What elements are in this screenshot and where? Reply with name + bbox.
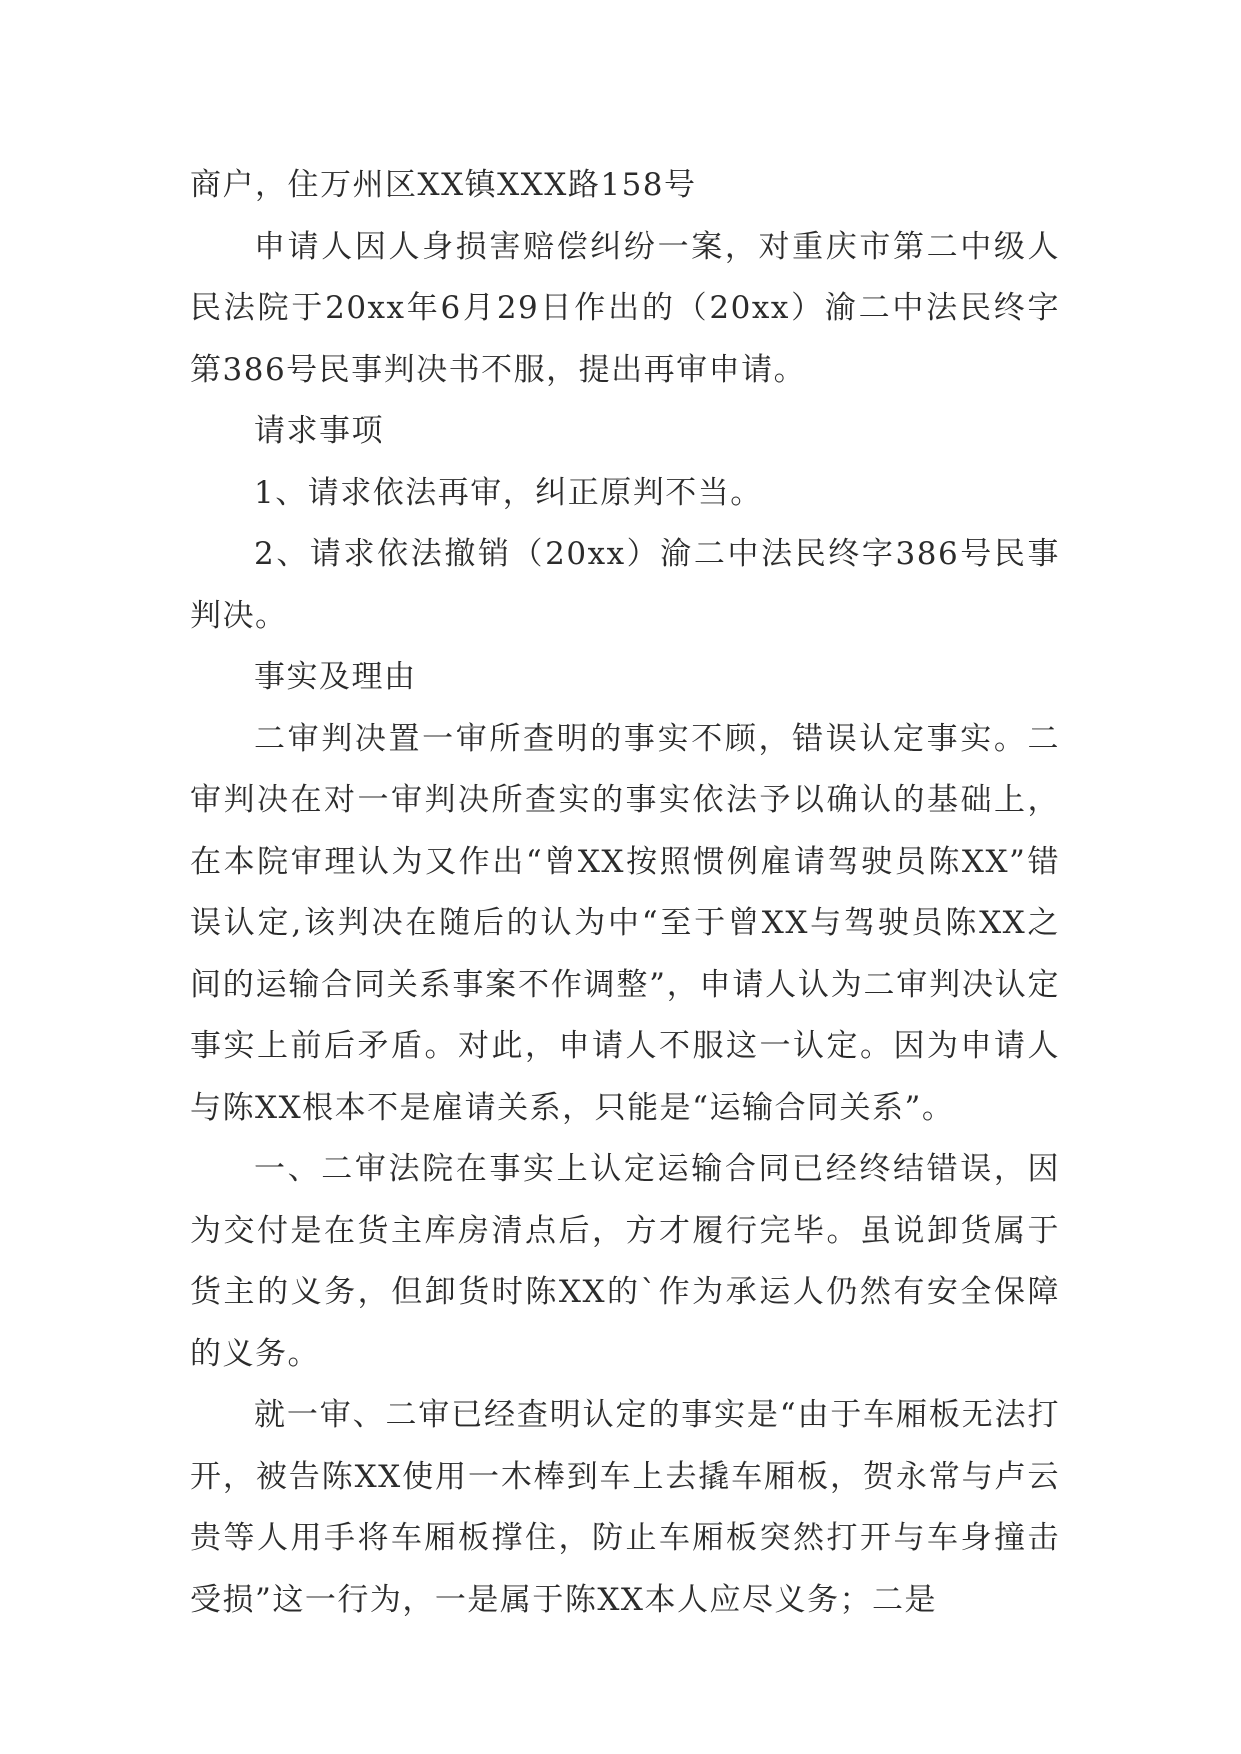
paragraph-application-intro: 申请人因人身损害赔偿纠纷一案，对重庆市第二中级人民法院于20xx年6月29日作出的（20xx）渝二中法民终字第386号民事判决书不服，提出再审申请。 xyxy=(190,228,1060,388)
heading-requests: 请求事项 xyxy=(254,413,384,449)
heading-facts-reasons: 事实及理由 xyxy=(254,659,417,695)
paragraph-facts-2: 一、二审法院在事实上认定运输合同已经终结错误，因为交付是在货主库房清点后，方才履行完毕。虽说卸货属于货主的义务，但卸货时陈XX的`作为承运人仍然有安全保障的义务。 xyxy=(190,1151,1060,1372)
paragraph-facts-3: 就一审、二审已经查明认定的事实是“由于车厢板无法打开，被告陈XX使用一木棒到车上去撬车厢板，贺永常与卢云贵等人用手将车厢板撑住，防止车厢板突然打开与车身撞击受损”这一行为，一是属于陈XX本人应尽义务；二是 xyxy=(190,1397,1060,1618)
paragraph-facts-1: 二审判决置一审所查明的事实不顾，错误认定事实。二审判决在对一审判决所查实的事实依法予以确认的基础上，在本院审理认为又作出“曾XX按照惯例雇请驾驶员陈XX”错误认定,该判决在随后的认为中“至于曾XX与驾驶员陈XX之间的运输合同关系事案不作调整”，申请人认为二审判决认定事实上前后矛盾。对此，申请人不服这一认定。因为申请人与陈XX根本不是雇请关系，只能是“运输合同关系”。 xyxy=(190,720,1060,1126)
request-item-1: 1、请求依法再审，纠正原判不当。 xyxy=(254,474,763,511)
paragraph-address: 商户，住万州区XX镇XXX路158号 xyxy=(190,167,697,203)
request-item-2: 2、请求依法撤销（20xx）渝二中法民终字386号民事判决。 xyxy=(190,536,1060,634)
document-body xyxy=(190,155,1060,1631)
